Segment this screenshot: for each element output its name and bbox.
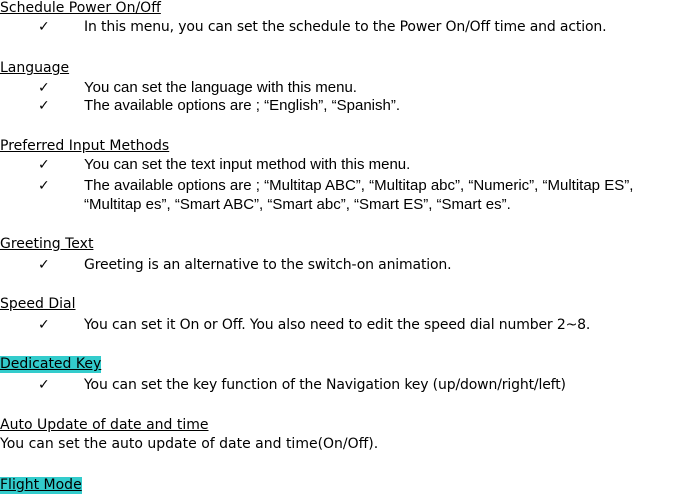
bullet-text: You can set the text input method with this menu. [84, 156, 411, 173]
heading-language: Language [0, 60, 70, 76]
bullet-text: The available options are ; “English”, “Spanish”. [84, 97, 400, 114]
checkmark-icon: ✓ [38, 98, 50, 114]
checkmark-icon: ✓ [38, 157, 50, 173]
paragraph-auto-update: You can set the auto update of date and time(On/Off). [0, 436, 379, 452]
heading-flight-mode: Flight Mode [0, 477, 82, 493]
bullet-text: The available options are ; “Multitap ABC”, “Multitap abc”, “Numeric”, “Multitap ES”, [84, 177, 634, 194]
heading-auto-update: Auto Update of date and time [0, 417, 209, 433]
bullet-text: You can set it On or Off. You also need to edit the speed dial number 2~8. [84, 317, 591, 333]
bullet-text: You can set the key function of the Navigation key (up/down/right/left) [84, 377, 566, 393]
checkmark-icon: ✓ [38, 19, 50, 35]
bullet-text-continuation: “Multitap es”, “Smart ABC”, “Smart abc”, “Smart ES”, “Smart es”. [84, 196, 511, 213]
bullet-text: Greeting is an alternative to the switch-on animation. [84, 257, 452, 273]
bullet-text: In this menu, you can set the schedule to the Power On/Off time and action. [84, 19, 607, 35]
bullet-text: You can set the language with this menu. [84, 79, 357, 96]
checkmark-icon: ✓ [38, 257, 50, 273]
heading-input-methods: Preferred Input Methods [0, 138, 170, 154]
checkmark-icon: ✓ [38, 178, 50, 194]
heading-greeting-text: Greeting Text [0, 236, 94, 252]
checkmark-icon: ✓ [38, 317, 50, 333]
checkmark-icon: ✓ [38, 80, 50, 96]
checkmark-icon: ✓ [38, 377, 50, 393]
heading-dedicated-key: Dedicated Key [0, 356, 102, 372]
heading-schedule-power: Schedule Power On/Off [0, 0, 161, 16]
heading-speed-dial: Speed Dial [0, 296, 76, 312]
